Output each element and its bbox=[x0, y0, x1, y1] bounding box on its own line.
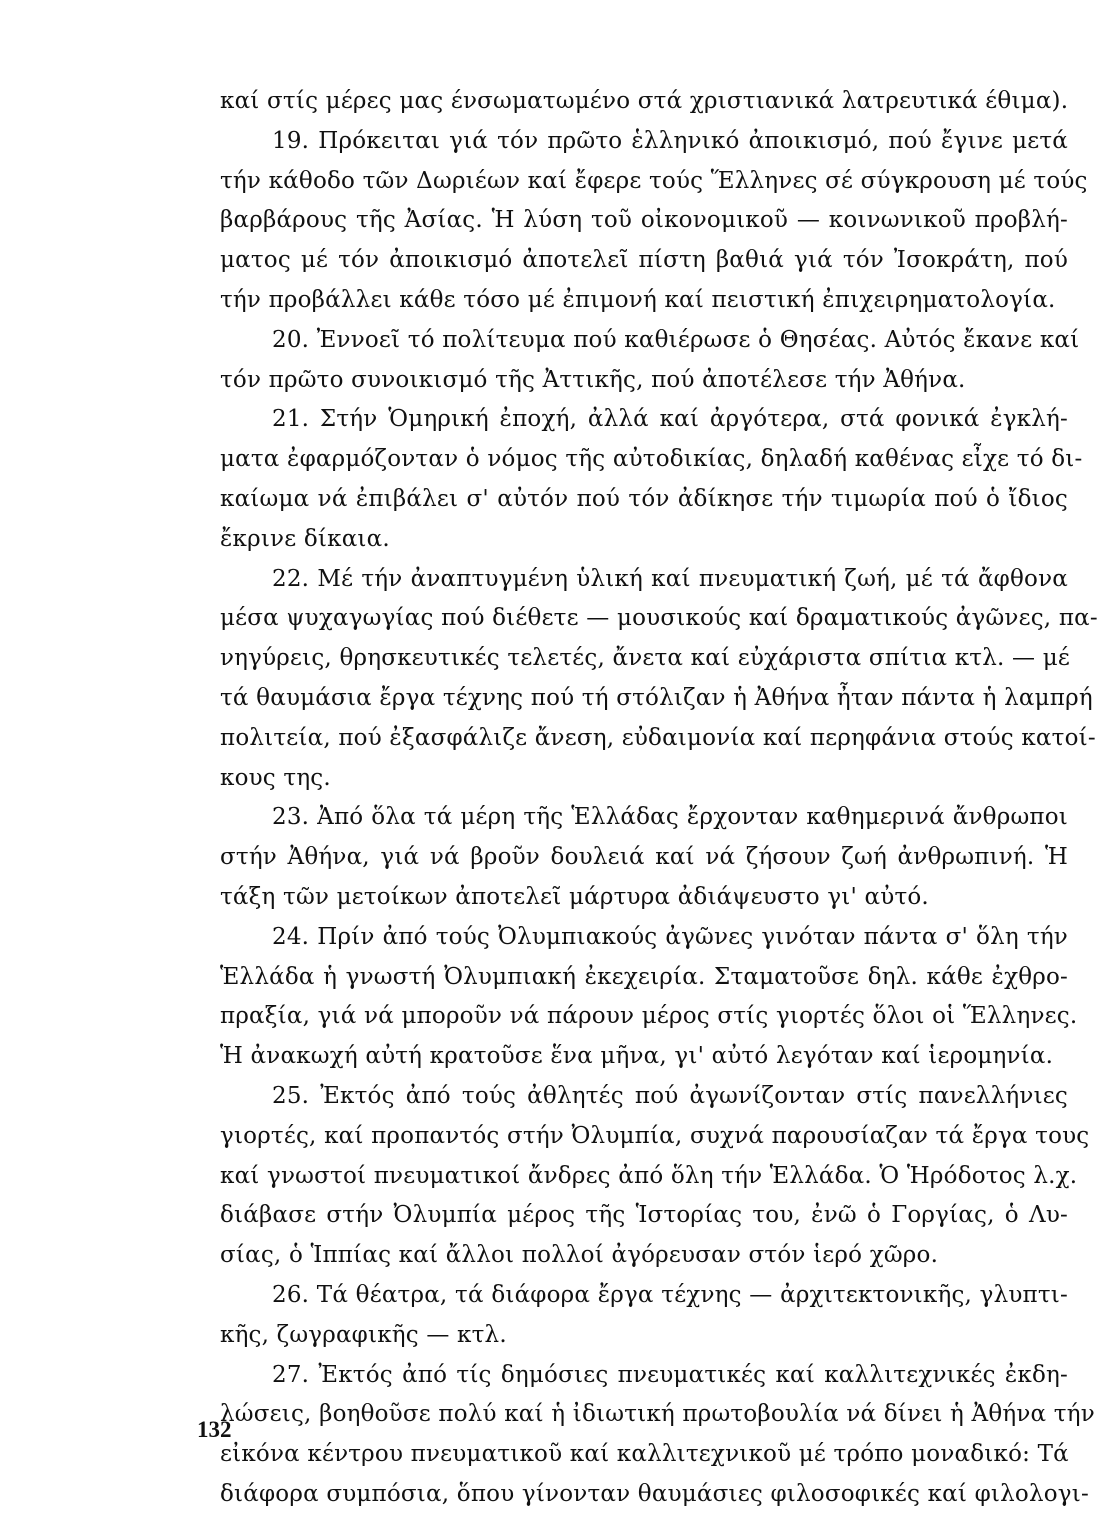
text-line: λώσεις, βοηθοῦσε πολύ καί ἡ ἰδιωτική πρωτοβουλία νά δίνει ἡ Ἀθήνα τήν bbox=[220, 1401, 1095, 1428]
text-line: πολιτεία, πού ἐξασφάλιζε ἄνεση, εὐδαιμονία καί περηφάνια στούς κατοί- bbox=[220, 724, 1096, 751]
text-line: ματος μέ τόν ἀποικισμό ἀποτελεῖ πίστη βαθιά γιά τόν Ἰσοκράτη, πού bbox=[220, 247, 1068, 274]
text-line: διάβασε στήν Ὀλυμπία μέρος τῆς Ἱστορίας του, ἐνῶ ὁ Γοργίας, ὁ Λυ- bbox=[220, 1202, 1068, 1229]
text-line: πραξία, γιά νά μποροῦν νά πάρουν μέρος στίς γιορτές ὅλοι οἱ Ἕλληνες. bbox=[220, 1003, 1078, 1030]
text-line: σίας, ὁ Ἱππίας καί ἄλλοι πολλοί ἀγόρευσαν στόν ἱερό χῶρο. bbox=[220, 1242, 939, 1269]
note-20-line: 20. Ἐννοεῖ τό πολίτευμα πού καθιέρωσε ὁ Θησέας. Αὐτός ἔκανε καί bbox=[272, 326, 1080, 353]
note-25-line: 25. Ἐκτός ἀπό τούς ἀθλητές πού ἀγωνίζονταν στίς πανελλήνιες bbox=[272, 1082, 1068, 1109]
note-22-line: 22. Μέ τήν ἀναπτυγμένη ὑλική καί πνευματική ζωή, μέ τά ἄφθονα bbox=[272, 565, 1068, 592]
page-body bbox=[220, 82, 1098, 1515]
text-line: ἔκρινε δίκαια. bbox=[220, 525, 390, 552]
text-line: στήν Ἀθήνα, γιά νά βροῦν δουλειά καί νά ζήσουν ζωή ἀνθρωπινή. Ἡ bbox=[220, 844, 1068, 871]
text-line: εἰκόνα κέντρου πνευματικοῦ καί καλλιτεχνικοῦ μέ τρόπο μοναδικό: Τά bbox=[220, 1441, 1069, 1468]
text-line: καί στίς μέρες μας ένσωματωμένο στά χριστιανικά λατρευτικά έθιμα). bbox=[220, 88, 1069, 114]
text-line: τά θαυμάσια ἔργα τέχνης πού τή στόλιζαν ἡ Ἀθήνα ἦταν πάντα ἡ λαμπρή bbox=[220, 684, 1093, 711]
text-line: τόν πρῶτο συνοικισμό τῆς Ἀττικῆς, πού ἀποτέλεσε τήν Ἀθήνα. bbox=[220, 366, 966, 393]
note-24-line: 24. Πρίν ἀπό τούς Ὀλυμπιακούς ἀγῶνες γινόταν πάντα σ' ὅλη τήν bbox=[272, 923, 1068, 950]
text-line: τήν προβάλλει κάθε τόσο μέ ἐπιμονή καί πειστική ἐπιχειρηματολογία. bbox=[220, 286, 1056, 313]
text-line: τήν κάθοδο τῶν Δωριέων καί ἔφερε τούς Ἕλληνες σέ σύγκρουση μέ τούς bbox=[220, 167, 1088, 194]
text-line: διάφορα συμπόσια, ὅπου γίνονταν θαυμάσιες φιλοσοφικές καί φιλολογι- bbox=[220, 1480, 1089, 1507]
note-19-line: 19. Πρόκειται γιά τόν πρῶτο ἑλληνικό ἀποικισμό, πού ἔγινε μετά bbox=[272, 127, 1068, 154]
text-line: κῆς, ζωγραφικῆς — κτλ. bbox=[220, 1321, 507, 1348]
text-line: καί γνωστοί πνευματικοί ἄνδρες ἀπό ὅλη τήν Ἑλλάδα. Ὁ Ἡρόδοτος λ.χ. bbox=[220, 1162, 1078, 1189]
page-number: 132 bbox=[197, 1417, 232, 1442]
note-23-line: 23. Ἀπό ὅλα τά μέρη τῆς Ἑλλάδας ἔρχονταν καθημερινά ἄνθρωποι bbox=[272, 804, 1068, 831]
text-line: ματα ἐφαρμόζονταν ὁ νόμος τῆς αὐτοδικίας, δηλαδή καθένας εἶχε τό δι- bbox=[220, 446, 1083, 473]
text-line: τάξη τῶν μετοίκων ἀποτελεῖ μάρτυρα ἀδιάψευστο γι' αὐτό. bbox=[220, 883, 929, 910]
text-line: γιορτές, καί προπαντός στήν Ὀλυμπία, συχνά παρουσίαζαν τά ἔργα τους bbox=[220, 1122, 1090, 1149]
text-line: Ἑλλάδα ἡ γνωστή Ὀλυμπιακή ἐκεχειρία. Σταματοῦσε δηλ. κάθε ἐχθρο- bbox=[220, 963, 1068, 990]
text-line: κους της. bbox=[220, 764, 331, 791]
note-26-line: 26. Τά θέατρα, τά διάφορα ἔργα τέχνης — ἀρχιτεκτονικῆς, γλυπτι- bbox=[272, 1281, 1068, 1308]
text-line: μέσα ψυχαγωγίας πού διέθετε — μουσικούς καί δραματικούς ἀγῶνες, πα- bbox=[220, 605, 1098, 632]
note-27-line: 27. Ἐκτός ἀπό τίς δημόσιες πνευματικές καί καλλιτεχνικές ἐκδη- bbox=[272, 1361, 1068, 1388]
note-21-line: 21. Στήν Ὁμηρική ἐποχή, ἀλλά καί ἀργότερα, στά φονικά ἐγκλή- bbox=[272, 406, 1068, 433]
text-line: νηγύρεις, θρησκευτικές τελετές, ἄνετα καί εὐχάριστα σπίτια κτλ. — μέ bbox=[220, 645, 1070, 672]
text-line: Ἡ ἀνακωχή αὐτή κρατοῦσε ἕνα μῆνα, γι' αὐτό λεγόταν καί ἱερομηνία. bbox=[220, 1043, 1054, 1070]
text-line: καίωμα νά ἐπιβάλει σ' αὐτόν πού τόν ἀδίκησε τήν τιμωρία πού ὁ ἴδιος bbox=[220, 485, 1068, 512]
text-line: βαρβάρους τῆς Ἀσίας. Ἡ λύση τοῦ οἰκονομικοῦ — κοινωνικοῦ προβλή- bbox=[220, 207, 1068, 234]
